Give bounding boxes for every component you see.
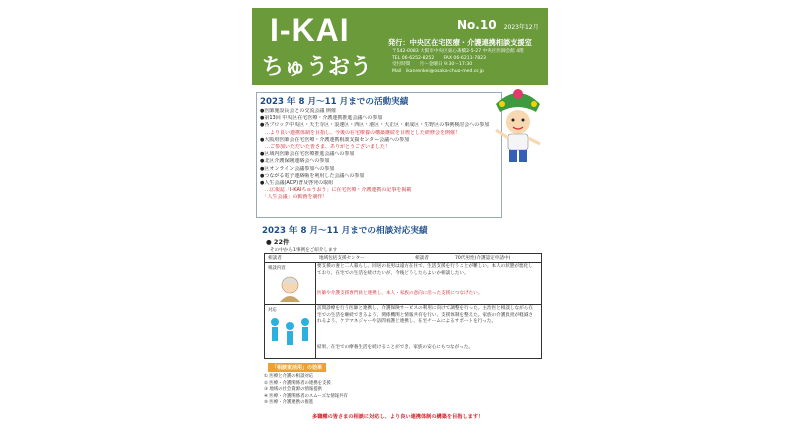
logo-title: I-KAI bbox=[270, 12, 350, 48]
table-header-cell: 地域包括支援センター bbox=[319, 256, 365, 261]
table-header-cell: 相談者 bbox=[415, 256, 429, 261]
list-item: …ご参加いただいた皆さま、ありがとうございました！ bbox=[260, 144, 391, 151]
address-line: 受付時間 月～金曜日 9:30～17:30 bbox=[392, 62, 473, 68]
list-item: ●医師施設長会との交流会議 開催 bbox=[260, 108, 336, 114]
list-item: …広報誌「I-KAIちゅうおう」に在宅医療・介護連携の記事を掲載 bbox=[260, 187, 412, 194]
effect-list bbox=[264, 374, 348, 407]
effect-tag: 「相談室活用」の効果 bbox=[268, 363, 326, 372]
issue-info bbox=[457, 18, 539, 32]
newsletter-header bbox=[252, 8, 548, 85]
list-item: …より良い連携体制を目指し、今後の在宅療養の構築継続を目標とした研修会を開催！ bbox=[260, 129, 461, 136]
issue-date: 2023年12月 bbox=[503, 24, 539, 31]
case-goal: 医師や介護支援専門員と連携し、本人・家族の意向に沿った支援につなげたい。 bbox=[317, 291, 483, 296]
closing-message: 多職種の皆さまの相談に対応し、より良い連携体制の構築を目指します！ bbox=[312, 414, 484, 420]
publisher: 発行：中央区在宅医療・介護連携相談支援室 bbox=[388, 38, 532, 47]
table-divider bbox=[265, 304, 541, 305]
table-divider bbox=[315, 262, 316, 358]
address-line: 〒542-0083 大阪市中央区東心斎橋2-5-27 中央区医師会館 4階 bbox=[392, 49, 524, 54]
table-header-cell: 相談者 bbox=[268, 256, 282, 261]
case-response: 訪問診療を行う医師と連携し、介護保険サービスの利用に向けて調整を行った。主治医と相談しながら在宅での生活を継続できるよう、関係機関と情報共有を行い、支援体制を整えた。家族の介護負担が軽減されるよう、ケアマネジャーや訪問看護と連携し、在宅チームによるサポートを行った。 bbox=[317, 306, 533, 325]
list-item: 「人生会議」の動画を制作！ bbox=[260, 194, 328, 201]
list-item: ●区域内医師会在宅医療推進会議への参加 bbox=[260, 151, 355, 158]
table-header-cell: 70代男性(介護認定申請中) bbox=[455, 256, 511, 261]
address-line: TEL 06-6252-8252 FAX 06-6211-7823 bbox=[392, 55, 486, 61]
consultation-count: ● 22件 bbox=[266, 238, 290, 246]
care-team-icon bbox=[267, 314, 313, 354]
list-item: ② 医療・介護関係者の連携を支援 bbox=[264, 380, 331, 386]
table-header-row bbox=[265, 254, 541, 263]
list-item: ●人生会議(ACP)普及啓発の取組 bbox=[260, 180, 334, 187]
consultation-title: 2023 年 8 月～11 月までの相談対応実績 bbox=[262, 226, 428, 236]
case-table bbox=[264, 253, 542, 359]
row-label: 対応 bbox=[268, 308, 277, 313]
list-item: ③ 地域の社会資源の情報提供 bbox=[264, 387, 323, 393]
list-item: ① 医療と介護の相談対応 bbox=[264, 374, 314, 379]
issue-number: No.10 bbox=[457, 18, 497, 32]
list-item: ●大阪府医師会在宅医療・介護連携相談支援センター会議への参加 bbox=[260, 136, 410, 143]
activity-title: 2023 年 8 月～11 月までの活動実績 bbox=[260, 97, 409, 107]
list-item: ④ 医療・介護関係者のスムーズな情報共有 bbox=[264, 393, 348, 399]
activity-list bbox=[260, 108, 492, 202]
contact-address bbox=[392, 49, 524, 75]
list-item: ●北区介護保険連絡会への参加 bbox=[260, 158, 330, 165]
list-item: ●第13回 中央区在宅医療・介護連携推進会議への参加 bbox=[260, 115, 383, 122]
address-line: Mail ikanrenkei@osaka-chuo-med.or.jp bbox=[392, 68, 484, 74]
list-item: ●つながる電子連絡帳を利用した会議への参加 bbox=[260, 172, 365, 179]
consultation-subtitle: その中から1事例をご紹介します bbox=[270, 248, 338, 253]
elderly-person-icon bbox=[275, 274, 305, 302]
case-result: 結果、在宅での療養生活を続けることができ、家族の安心にもつながった。 bbox=[317, 345, 474, 350]
row-label: 相談内容 bbox=[268, 266, 286, 271]
mascot-illustration bbox=[488, 86, 548, 168]
list-item: ⑤ 医療・介護連携の推進 bbox=[264, 400, 314, 406]
list-item: ●区オンライン会議参加への参加 bbox=[260, 165, 335, 172]
case-description: 要支援の妻と二人暮らし。同居の長男は遠方在住で、生活支援を行うことが難しい。本人の状態が悪化しており、在宅での生活を続けたいが、今後どうしたらよいか相談したい。 bbox=[317, 264, 533, 276]
newsletter-page bbox=[252, 8, 548, 418]
logo-subtitle: ちゅうおう bbox=[262, 54, 373, 79]
list-item: ●各ブロック中央区・天王寺区・浪速区・西区・港区・大正区・東成区・生野区の事例検討会への参加 bbox=[260, 122, 490, 129]
